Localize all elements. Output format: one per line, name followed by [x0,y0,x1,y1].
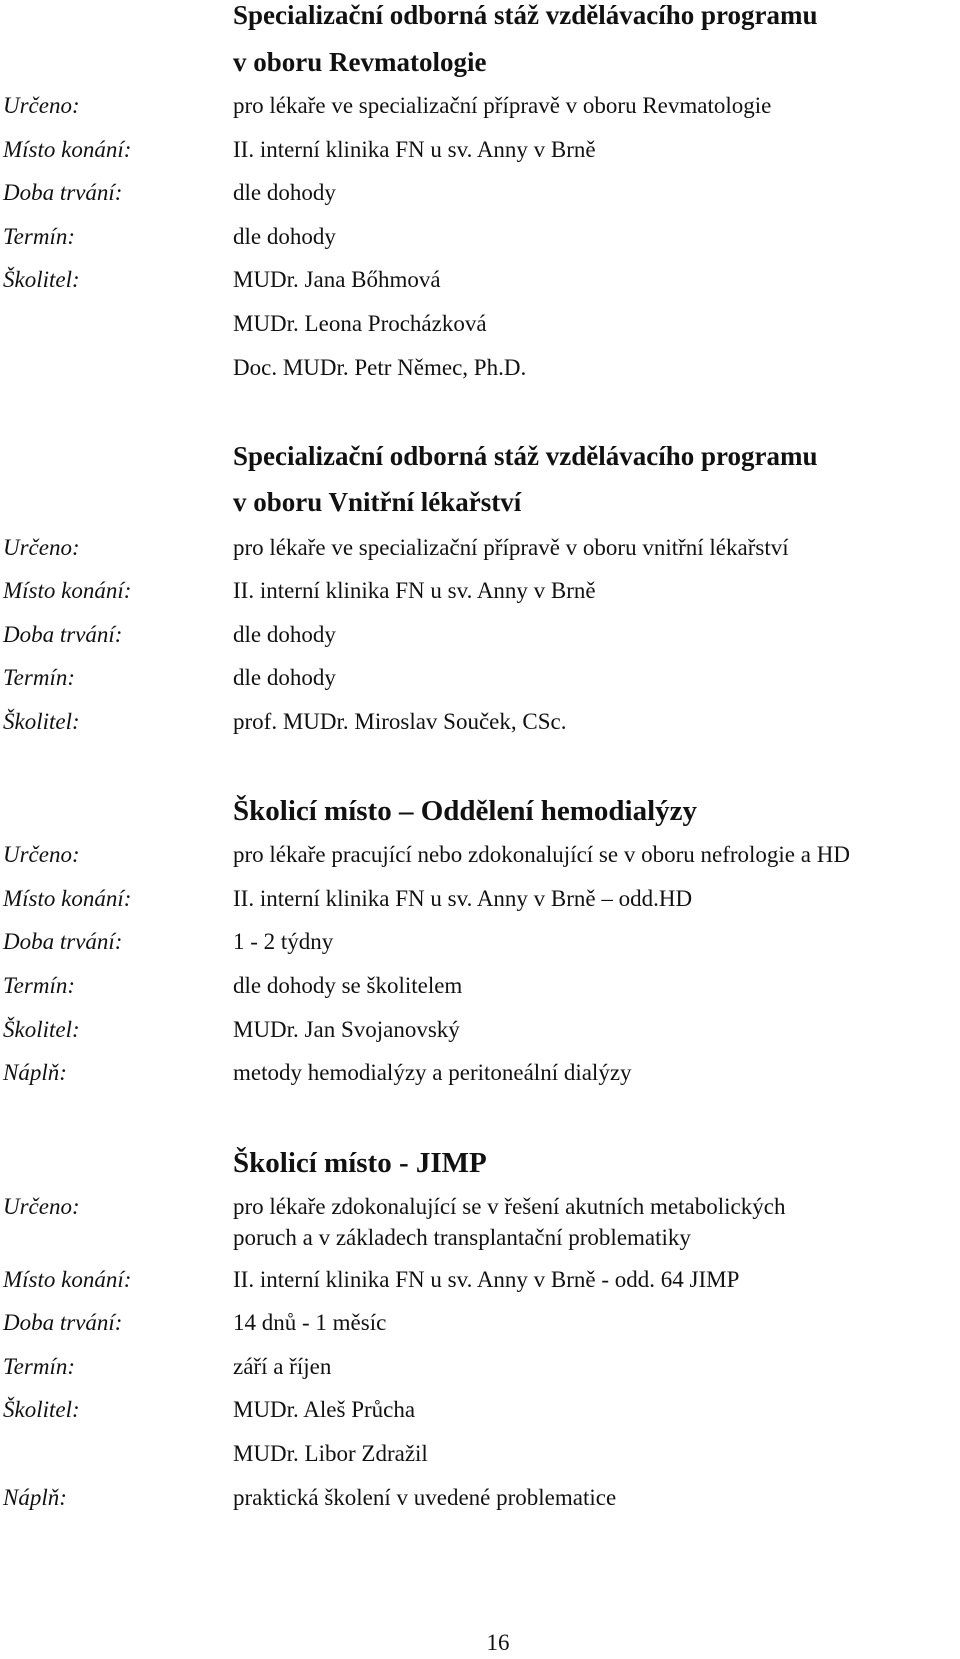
row-value: MUDr. Jan Svojanovský [233,1017,460,1042]
section-title-line-1: Specializační odborná stáž vzdělávacího programu [233,441,818,471]
row-label: Určeno: [3,842,80,867]
row-label: Termín: [3,973,75,998]
row-value: MUDr. Aleš Průcha [233,1397,416,1422]
row-value: dle dohody [233,622,336,647]
row-value: dle dohody [233,224,336,249]
row-value: 14 dnů - 1 měsíc [233,1310,387,1335]
row-value: praktická školení v uvedené problematice [233,1485,617,1510]
row-misto-konani [0,135,960,165]
row-value: pro lékaře pracující nebo zdokonalující se v oboru nefrologie a HD [233,842,850,867]
row-doba-trvani [0,178,960,208]
row-value: dle dohody [233,180,336,205]
row-label: Termín: [3,665,75,690]
section-title-line-1: Specializační odborná stáž vzdělávacího programu [233,0,818,30]
row-termin [0,663,960,693]
row-doba-trvani [0,620,960,650]
row-label: Školitel: [3,267,80,292]
row-label: Určeno: [3,1194,80,1219]
row-value: MUDr. Jana Bőhmová [233,267,441,292]
row-napln [0,1058,960,1088]
row-label: Doba trvání: [3,622,123,647]
row-termin [0,971,960,1001]
section-title-line-2: v oboru Revmatologie [233,47,487,77]
row-label: Místo konání: [3,137,132,162]
row-urceno [0,533,960,563]
row-value: pro lékaře ve specializační přípravě v oboru Revmatologie [233,93,772,118]
section-title-line-2: v oboru Vnitřní lékařství [233,487,522,517]
row-label: Termín: [3,1354,75,1379]
row-label: Určeno: [3,93,80,118]
row-label: Místo konání: [3,578,132,603]
row-skolitel-3 [0,353,960,383]
row-label: Školitel: [3,709,80,734]
row-doba-trvani [0,927,960,957]
row-napln [0,1483,960,1513]
row-value: Doc. MUDr. Petr Němec, Ph.D. [233,355,527,380]
row-skolitel [0,1395,960,1425]
row-value: II. interní klinika FN u sv. Anny v Brně - odd. 64 JIMP [233,1267,740,1292]
row-termin [0,1352,960,1382]
row-value-continuation: poruch a v základech transplantační problematiky [233,1225,691,1250]
row-value: dle dohody [233,665,336,690]
row-label: Termín: [3,224,75,249]
row-skolitel [0,265,960,295]
page-number: 16 [486,1630,510,1655]
row-skolitel [0,1015,960,1045]
row-value: II. interní klinika FN u sv. Anny v Brně [233,137,596,162]
row-urceno [0,1192,960,1254]
row-label: Místo konání: [3,886,132,911]
row-label: Náplň: [3,1485,67,1510]
row-termin [0,222,960,252]
row-value: září a říjen [233,1354,332,1379]
row-urceno [0,840,960,870]
row-label: Doba trvání: [3,929,123,954]
row-doba-trvani [0,1308,960,1338]
row-skolitel [0,707,960,737]
row-label: Náplň: [3,1060,67,1085]
row-misto-konani [0,576,960,606]
row-label: Školitel: [3,1017,80,1042]
row-label: Místo konání: [3,1267,132,1292]
row-value: dle dohody se školitelem [233,973,463,998]
row-value: 1 - 2 týdny [233,929,334,954]
row-value: II. interní klinika FN u sv. Anny v Brně [233,578,596,603]
row-value: pro lékaře ve specializační přípravě v oboru vnitřní lékařství [233,535,789,560]
row-label: Doba trvání: [3,180,123,205]
row-skolitel-2 [0,309,960,339]
section-title: Školicí místo - JIMP [233,1147,487,1179]
row-value: MUDr. Leona Procházková [233,311,487,336]
row-value: pro lékaře zdokonalující se v řešení akutních metabolických [233,1194,786,1219]
row-value: MUDr. Libor Zdražil [233,1441,428,1466]
row-urceno [0,91,960,121]
row-label: Školitel: [3,1397,80,1422]
section-title: Školicí místo – Oddělení hemodialýzy [233,795,698,827]
row-misto-konani [0,1265,960,1295]
row-label: Určeno: [3,535,80,560]
row-value: prof. MUDr. Miroslav Souček, CSc. [233,709,567,734]
row-value: metody hemodialýzy a peritoneální dialýzy [233,1060,632,1085]
row-misto-konani [0,884,960,914]
row-skolitel-2 [0,1439,960,1469]
row-label: Doba trvání: [3,1310,123,1335]
row-value: II. interní klinika FN u sv. Anny v Brně – odd.HD [233,886,693,911]
